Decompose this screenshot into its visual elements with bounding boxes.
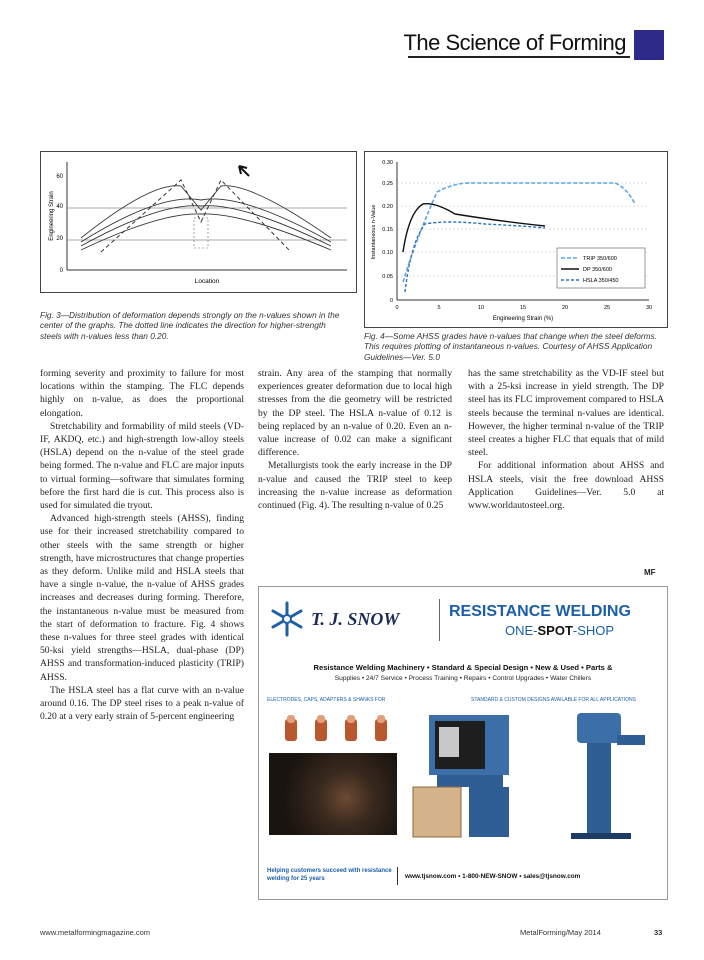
ad-subheadline-part: -SHOP (572, 623, 615, 638)
paragraph: strain. Any area of the stamping that normally experiences greater deformation due to local high stresses from the die geometry will be restricted by the DP steel. The HSLA n-value of 0.12 is being replaced by an n-value of 0.20. Even an n-value increase of 0.02 can make a significant difference. (258, 368, 452, 459)
fig4-ytick: 0.10 (382, 250, 393, 256)
fig3-ytick: 60 (56, 174, 63, 180)
body-column-3 (468, 367, 664, 579)
fig4-xtick: 25 (603, 305, 611, 311)
fig4-xlabel: Engineering Strain (%) (492, 316, 554, 322)
legend-entry: TRIP 350/600 (583, 256, 617, 262)
ad-parts-photo (269, 753, 397, 835)
fig4-ytick: 0.25 (382, 181, 393, 187)
fig4-xtick: 0 (395, 305, 399, 311)
ad-subheadline-spot: SPOT (537, 623, 573, 638)
fig4-xtick: 15 (519, 305, 527, 311)
advertisement[interactable] (258, 586, 668, 900)
fig3-ytick: 20 (56, 236, 63, 242)
paragraph: has the same stretchability as the VD-IF steel but with a 25-ksi increase in yield strength. The DP steel has its FLC improvement compared to HSLA steels because the terminal n-values are identical. However, the higher terminal n-value of the TRIP steel creates a higher FLC that equals that of mild steel. (468, 368, 664, 459)
ad-footer-divider (397, 867, 398, 885)
ad-contact[interactable]: www.tjsnow.com • 1-800-NEW-SNOW • sales@tjsnow.com (405, 873, 581, 880)
figure-3-caption: Fig. 3—Distribution of deformation depends strongly on the n-values shown in the center of the graphs. The dotted line indicates the direction for higher-strength steels with n-values less than 0.20. (40, 310, 340, 341)
ad-headline: RESISTANCE WELDING (449, 603, 631, 620)
fig4-xtick: 30 (645, 305, 653, 311)
legend-entry: HSLA 350/450 (583, 278, 619, 284)
body-column-2 (258, 367, 452, 579)
ad-tagline: Helping customers succeed with resistance welding for 25 years (267, 868, 392, 882)
body-column-1 (40, 367, 244, 907)
arrow-icon (239, 166, 249, 176)
legend-entry: DP 350/600 (583, 267, 612, 273)
page-number: 33 (654, 928, 663, 937)
ad-divider (439, 599, 440, 641)
ad-brand: T. J. SNOW (311, 609, 400, 629)
fig4-xtick: 5 (437, 305, 441, 311)
paragraph: Stretchability and formability of mild steels (VD-IF, AKDQ, etc.) and high-strength low-alloy steels (HSLA) depend on the n-value of the steel grade being formed. The n-value and FLC are major inputs to virtual forming—software that simulates forming before the first hard die is cut. This process also is used for simulated die tryout. (40, 420, 244, 512)
fig4-ytick: 0 (389, 298, 393, 304)
end-mark: MF (644, 568, 656, 577)
fig4-ytick: 0.05 (382, 274, 393, 280)
paragraph: The HSLA steel has a flat curve with an n-value around 0.16. The DP steel rises to a peak n-value of 0.20 at a very early strain of 5-percent engineering (40, 684, 244, 723)
fig4-ytick: 0.20 (382, 204, 393, 210)
footer-website[interactable]: www.metalformingmagazine.com (40, 928, 151, 937)
spot-welder-image (557, 705, 657, 845)
section-title: The Science of Forming (403, 30, 626, 55)
welding-machine-image (409, 705, 539, 845)
fig3-ytick: 0 (59, 268, 63, 274)
snowflake-icon (269, 601, 305, 637)
paragraph: Advanced high-strength steels (AHSS), finding use for their increased stretchability compared to other steels with the same strength or higher strength, have microstructures that change properties as they deform. Unlike mild and HSLA steels that have a single n-value, the n-value of AHSS grades increases and decreases during forming. Therefore, the instantaneous n-value must be measured from the start of deformation to fracture. Fig. 4 shows these n-values for three steel grades with identical 50-ksi yield strengths—HSLA, dual-phase (DP) AHSS and transformation-induced plasticity (TRIP) AHSS. (40, 513, 244, 683)
ad-sub-left: ELECTRODES, CAPS, ADAPTERS & SHANKS FOR (267, 697, 386, 703)
fig4-ytick: 0.30 (382, 160, 393, 166)
fig4-ylabel: Instantaneous n-Value (371, 204, 377, 260)
figure-3-graph (41, 152, 356, 292)
figure-4-graph (365, 152, 667, 327)
fig4-ytick: 0.15 (382, 227, 393, 233)
header-rule (408, 56, 630, 58)
figure-4-caption: Fig. 4—Some AHSS grades have n-values that change when the steel deforms. This requires plotting of instantaneous n-values. Courtesy of AHSS Application Guidelines—Ver. 5.0 (364, 331, 658, 362)
figure-3 (40, 151, 357, 293)
ad-subheadline-part: ONE- (505, 623, 538, 638)
fig3-ylabel: Engineering Strain (49, 191, 55, 241)
paragraph: For additional information about AHSS and HSLA steels, visit the free download AHSS Application Guidelines—Ver. 5.0 at www.worldautosteel.org. (468, 460, 664, 512)
ad-services-line-1: Resistance Welding Machinery • Standard & Special Design • New & Used • Parts & (313, 663, 613, 672)
fig3-ytick: 40 (56, 204, 63, 210)
electrode-caps-image (269, 711, 409, 747)
fig4-xtick: 10 (477, 305, 485, 311)
fig4-xtick: 20 (561, 305, 569, 311)
footer-issue: MetalForming/May 2014 (520, 928, 601, 937)
paragraph: Metallurgists took the early increase in the DP n-value and caused the TRIP steel to keep increasing the n-value increase as deformation continued (Fig. 4). The resulting n-value of 0.25 (258, 460, 452, 512)
header-accent-box (634, 30, 664, 60)
ad-subheadline (505, 623, 614, 638)
ad-sub-right: STANDARD & CUSTOM DESIGNS AVAILABLE FOR ALL APPLICATIONS (471, 697, 636, 703)
figure-4 (364, 151, 668, 328)
fig3-xlabel: Location (194, 278, 220, 285)
ad-services-line-2: Supplies • 24/7 Service • Process Training • Repairs • Control Upgrades • Water Chillers (334, 675, 592, 682)
paragraph: forming severity and proximity to failure for most locations within the stamping. The FLC depends highly on n-value, as does the proportional elongation. (40, 368, 244, 419)
